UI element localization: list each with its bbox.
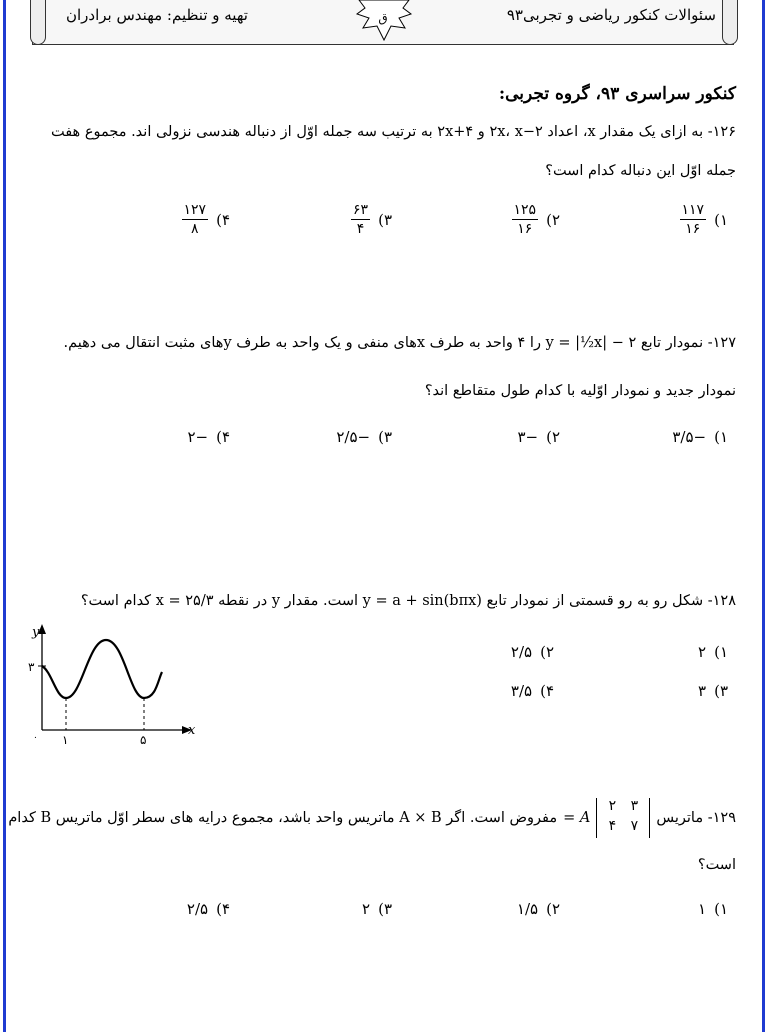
matrix-a: ۲ ۳ ۴ ۷ xyxy=(596,798,650,838)
scroll-curl-left xyxy=(30,0,46,45)
y-tick-label: ۳ xyxy=(28,660,35,674)
sine-graph xyxy=(24,620,200,744)
x-axis-label: x xyxy=(188,723,196,738)
header-author: تهیه و تنظیم: مهندس برادران xyxy=(66,6,248,24)
q128-option-1[interactable]: ۱) ۲ xyxy=(698,643,728,661)
star-badge-icon xyxy=(349,0,419,42)
sine-curve xyxy=(42,640,162,698)
x-tick-1-label: ۱ xyxy=(62,733,69,744)
scroll-curl-right xyxy=(722,0,738,45)
q129-option-2[interactable]: ۲) ۱/۵ xyxy=(516,900,560,918)
q126-option-4[interactable]: ۴) $\frac{۱۲۷}{۸}$ xyxy=(183,202,230,237)
q126-option-2[interactable]: ۲) $\frac{۱۲۵}{۱۶}$ xyxy=(513,202,560,237)
q127-option-4[interactable]: ۴) −۲ xyxy=(187,428,230,446)
q127-option-3[interactable]: ۳) −۲/۵ xyxy=(336,428,392,446)
q127-text-2: نمودار جدید و نمودار اوّلیه با کدام طول متقاطع اند؟ xyxy=(424,383,736,399)
q128-option-4[interactable]: ۴) ۳/۵ xyxy=(510,682,554,700)
origin-label: ۰ xyxy=(33,733,38,743)
q129-text: ۱۲۹- ماتریس ۲ ۳ ۴ ۷ A = مفروض است. اگر A × B ماتریس واحد باشد، مجموع درایه های سطر اوّل ماتریس B کدام xyxy=(8,798,736,838)
q126-text: ۱۲۶- به ازای یک مقدار x، اعداد ۲−۲x، x و ۴+۲x به ترتیب سه جمله اوّل از دنباله هندسی نزولی اند. مجموع هفت xyxy=(50,124,736,140)
section-title: کنکور سراسری ۹۳، گروه تجربی: xyxy=(498,84,736,104)
q127-option-1[interactable]: ۱) −۳/۵ xyxy=(672,428,728,446)
q127-text: ۱۲۷- نمودار تابع y = |½x| − ۲ را ۴ واحد به طرف xهای منفی و یک واحد به طرف yهای مثبت انتقال می دهیم. xyxy=(63,335,736,351)
q129-text-2: است؟ xyxy=(697,857,736,873)
y-axis-label: y xyxy=(32,625,40,640)
badge-letter: ق xyxy=(378,11,388,25)
q128-option-2[interactable]: ۲) ۲/۵ xyxy=(510,643,554,661)
q129-option-3[interactable]: ۳) ۲ xyxy=(362,900,392,918)
q127-option-2[interactable]: ۲) −۳ xyxy=(517,428,560,446)
q126-option-1[interactable]: ۱) $\frac{۱۱۷}{۱۶}$ xyxy=(681,202,728,237)
q126-option-3[interactable]: ۳) $\frac{۶۳}{۴}$ xyxy=(353,202,392,237)
q129-option-1[interactable]: ۱) ۱ xyxy=(698,900,728,918)
page-border-right xyxy=(762,0,765,1032)
header-title: سئوالات کنکور ریاضی و تجربی۹۳ xyxy=(506,6,716,24)
page-border-left xyxy=(3,0,6,1032)
q128-option-3[interactable]: ۳) ۳ xyxy=(698,682,728,700)
q129-option-4[interactable]: ۴) ۲/۵ xyxy=(186,900,230,918)
q126-text-2: جمله اوّل این دنباله کدام است؟ xyxy=(545,163,736,179)
q128-text: ۱۲۸- شکل رو به رو قسمتی از نمودار تابع y = a + sin(bπx) است. مقدار y در نقطه x = ۲۵/۳ کدام است؟ xyxy=(80,593,736,609)
x-tick-5-label: ۵ xyxy=(140,733,147,744)
